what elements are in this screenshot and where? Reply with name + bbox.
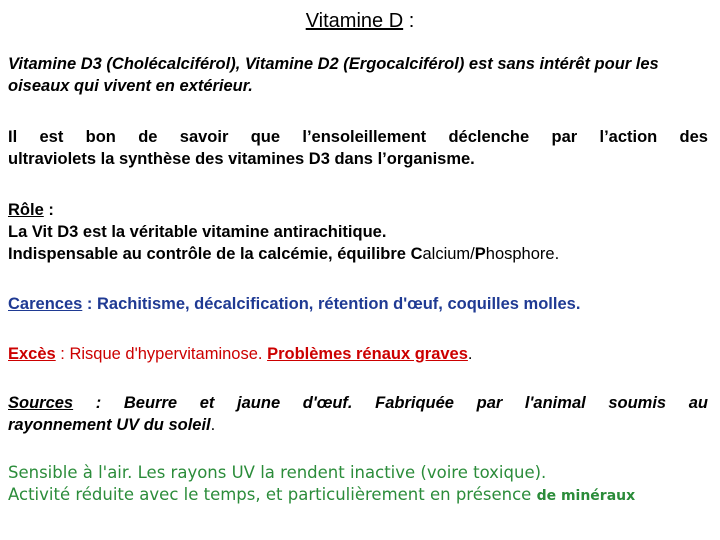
exces-heading: Excès xyxy=(8,345,56,363)
role-colon: : xyxy=(43,201,54,219)
sources-line-1-text: : Beurre et jaune d'œuf. Fabriquée par l'animal soumis au xyxy=(73,394,708,412)
role-line-2 xyxy=(8,243,708,265)
exces-emphasis: Problèmes rénaux graves xyxy=(267,345,468,363)
sources-line-1 xyxy=(8,392,708,414)
sunlight-paragraph xyxy=(8,126,708,170)
page-title xyxy=(0,9,720,33)
role-phosphore-rest: hosphore. xyxy=(485,245,560,263)
sources-line-2 xyxy=(8,414,708,436)
exces-end: . xyxy=(467,345,473,363)
role-phosphore-initial: P xyxy=(474,245,486,263)
title-colon: : xyxy=(403,10,415,32)
sensible-line-2-text: Activité réduite avec le temps, et particulièrement en présence xyxy=(8,485,537,504)
sources-line-2-text: rayonnement UV du soleil xyxy=(8,416,211,434)
role-heading: Rôle xyxy=(8,201,44,219)
exces-text: : Risque d'hypervitaminose. xyxy=(55,345,268,363)
carences-heading: Carences xyxy=(8,295,83,313)
sources-heading: Sources xyxy=(8,394,74,412)
sunlight-line-1: Il est bon de savoir que l’ensoleillement déclenche par l’action des xyxy=(8,128,708,146)
role-line-2-text: Indispensable au contrôle de la calcémie, équilibre xyxy=(8,245,411,263)
role-calcium-initial: C xyxy=(410,245,423,263)
title-main: Vitamine D xyxy=(305,10,404,32)
sensible-line-1: Sensible à l'air. Les rayons UV la rendent inactive (voire toxique). xyxy=(8,463,547,482)
sensible-line-2-small: de minéraux xyxy=(536,488,636,504)
sensible-paragraph xyxy=(8,462,708,507)
sources-paragraph xyxy=(8,392,708,436)
carences-text: : Rachitisme, décalcification, rétention d'œuf, coquilles molles. xyxy=(82,295,581,313)
exces-paragraph xyxy=(8,343,708,365)
sunlight-line-2: ultraviolets la synthèse des vitamines D3 dans l’organisme. xyxy=(8,150,475,168)
sensible-line-2 xyxy=(8,484,708,507)
role-calcium-rest: alcium/ xyxy=(422,245,475,263)
intro-paragraph: Vitamine D3 (Cholécalciférol), Vitamine D2 (Ergocalciférol) est sans intérêt pour les oiseaux qui vivent en extérieur. xyxy=(8,55,659,95)
role-paragraph xyxy=(8,199,708,265)
role-line-1: La Vit D3 est la véritable vitamine antirachitique. xyxy=(8,223,387,241)
sources-end: . xyxy=(210,416,216,434)
carences-paragraph xyxy=(8,293,708,315)
